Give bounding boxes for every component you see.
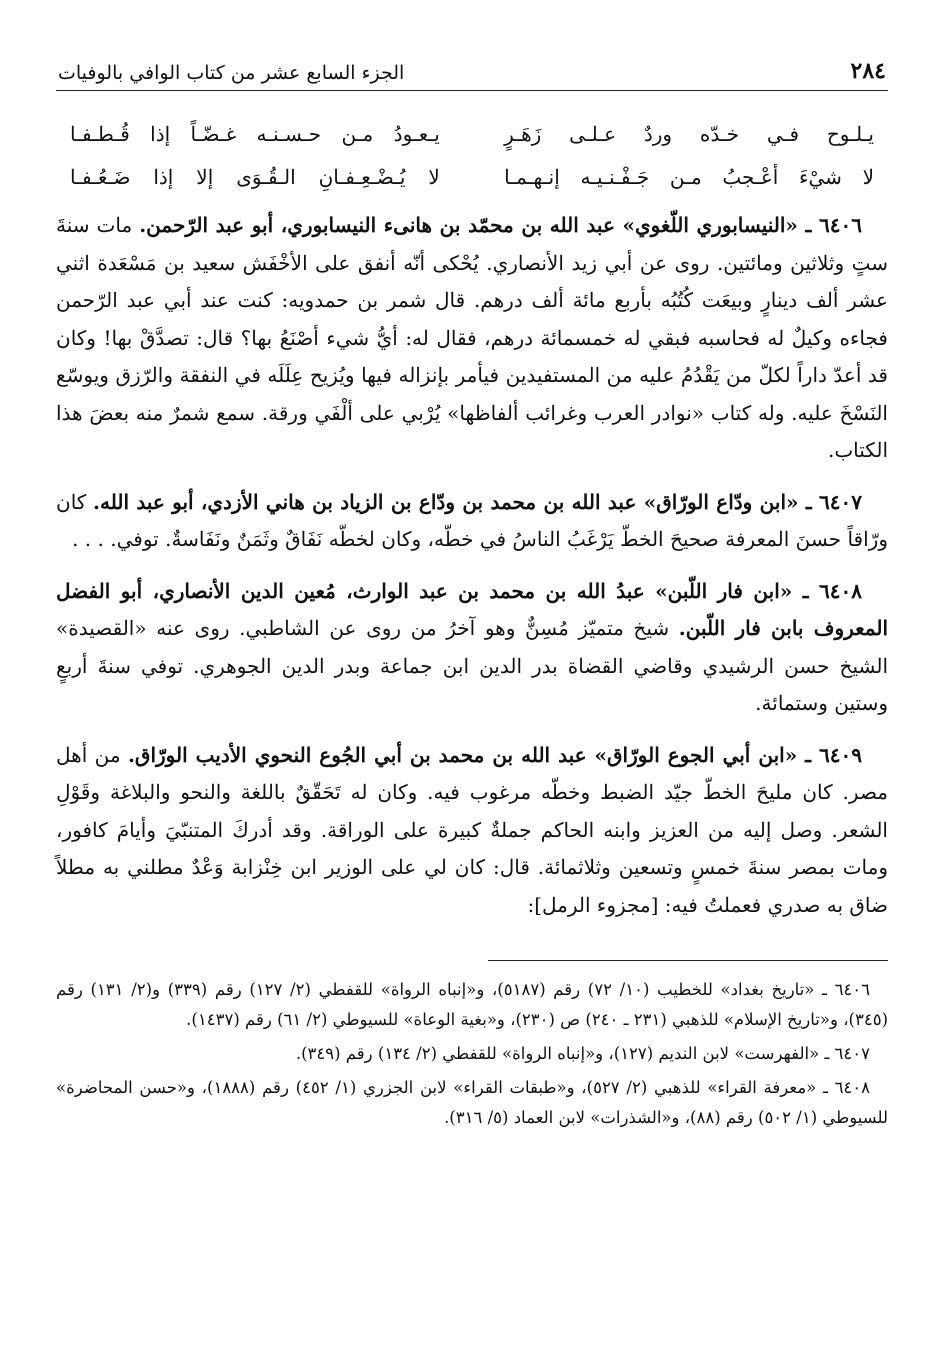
footnote: ٦٤٠٦ ـ «تاريخ بغداد» للخطيب (١٠/ ٧٢) رقم (٥١٨٧)، و«إنباه الرواة» للقفطي (٢/ ١٢٧) رقم (٣٣٩) و(٢/ ١٣١) رقم (٣٤٥)، و«تاريخ الإسلام» للذهبي (٢٣١ ـ ٢٤٠) ص (٢٣٠)، و«بغية الوعاة» للسيوطي (٢/ ٦١) رقم (١٤٣٧). (56, 980, 888, 1029)
entry-body: من أهل مصر. كان مليحَ الخطّ جيّد الضبط وخطّه مرغوب فيه. وكان له تَحَقّقٌ باللغة والنحو والبلاغة وقَوْلِ الشعر. وصل إليه من العزيز وابنه الحاكم جملةٌ كبيرة على الوراقة. وقد أدركَ المتنبّيَ وأيامَ كافور، ومات بمصر سنةَ خمسٍ وتسعين وثلاثمائة. قال: كان لي على الوزير ابن خِنْزابة وَعْدٌ مطلني به مطلاً ضاق به صدري فعملتُ فيه: [مجزوء الرمل]: (56, 742, 888, 917)
entry-body: شيخ متميّز مُسِنٌّ وهو آخرُ من روى عن الشاطبي. روى عنه «القصيدة» الشيخ حسن الرشيدي وقاضي القضاة بدر الدين ابن جماعة وبدر الدين الجوهري. توفي سنةَ أربعٍ وستين وستمائة. (56, 616, 888, 715)
page-header (56, 44, 888, 91)
entry-heading: ٦٤٠٩ ـ «ابن أبي الجوع الورّاق» عبد الله بن محمد بن أبي الجُوع النحوي الأديب الورّاق. (127, 742, 863, 767)
footnote: ٦٤٠٨ ـ «معرفة القراء» للذهبي (٢/ ٥٢٧)، و«طبقات القراء» لابن الجزري (١/ ٤٥٢) رقم (١٨٨٨)، و«حسن المحاضرة» للسيوطي (١/ ٥٠٢) رقم (٨٨)، و«الشذرات» لابن العماد (٥/ ٣١٦). (56, 1078, 888, 1127)
entry-body: كان ورّاقاً حسنَ المعرفة صحيحَ الخطّ يَرْغَبُ الناسُ في خطّه، وكان لخطّه نَفَاقٌ وثَمَنٌ ونَفَاسةٌ. توفي. . . . (56, 489, 888, 551)
verse-first-hemistich: يـلـوح فـي خـدّه وردٌ عـلـى زَهَـرٍ (504, 122, 874, 146)
verse (56, 156, 888, 199)
book-title: الجزء السابع عشر من كتاب الوافي بالوفيات (58, 62, 405, 84)
book-page (56, 44, 888, 1344)
entry-heading: ٦٤٠٧ ـ «ابن ودّاع الورّاق» عبد الله بن محمد بن ودّاع بن الزياد بن هاني الأزدي، أبو عبد الله. (93, 489, 862, 514)
entry-heading: ٦٤٠٦ ـ «النيسابوري اللّغوي» عبد الله بن محمّد بن هانىء النيسابوري، أبو عبد الرّحمن. (139, 213, 862, 237)
footnotes (56, 975, 888, 1133)
biography-entry-6406 (56, 207, 888, 470)
entry-body: مات سنةَ ستٍ وثلاثين ومائتين. روى عن أبي زيد الأنصاري. يُحْكى أنّه أنفق على الأخْفَش سعيد بن مَسْعَدة اثني عشر ألف دينارٍ وبيعَت كُتُبُه بأربع مائة ألف درهم. قال شمر بن حمدويه: كنت عند أبي عبد الرّحمن فجاءه وكيلٌ له فحاسبه فبقي له خمسمائة درهم، فقال له: أيُّ شيء أصْنَعُ بها؟ قال: تصدَّقْ بها! وكان قد أعدّ داراً لكلّ من يَقْدُمُ عليه من المستفيدين فيأمر بإنزاله فيها ويُزيح عِلَلَه في النفقة والرّزق ويوسّع النَسْخَ عليه. وله كتاب «نوادر العرب وغرائب ألفاظها» يُرْبي على ألْفَي ورقة. سمع شمرٌ منه بعضَ هذا الكتاب. (56, 213, 888, 462)
verse-second-hemistich: يـعـودُ مـن حـسـنـه غـضّـاً إذا قُـطـفـا (70, 122, 440, 146)
biography-entry-6409 (56, 737, 888, 925)
footnote: ٦٤٠٧ ـ «الفهرست» لابن النديم (١٢٧)، و«إنباه الرواة» للقفطي (٢/ ١٣٤) رقم (٣٤٩). (295, 1044, 870, 1063)
poem-verses (56, 113, 888, 199)
entry-heading: ٦٤٠٨ ـ «ابن فار اللّبن» عبدُ الله بن محمد بن عبد الوارث، مُعين الدين الأنصاري، أبو الفضل المعروف بابن فار اللّبن. (56, 578, 889, 640)
footnotes-divider (488, 960, 888, 961)
verse (56, 113, 888, 156)
verse-first-hemistich: لا شيْءَ أعْـجبُ مـن جَـفْـنـيـه إنـهـمـا (504, 165, 874, 189)
page-number: ٢٨٤ (850, 58, 886, 84)
biography-entry-6407 (56, 484, 888, 559)
biography-entry-6408 (56, 573, 888, 723)
verse-second-hemistich: لا يُـضْـعِـفـانِ الـقُـوَى إلا إذا ضَـعُـفـا (70, 165, 440, 189)
